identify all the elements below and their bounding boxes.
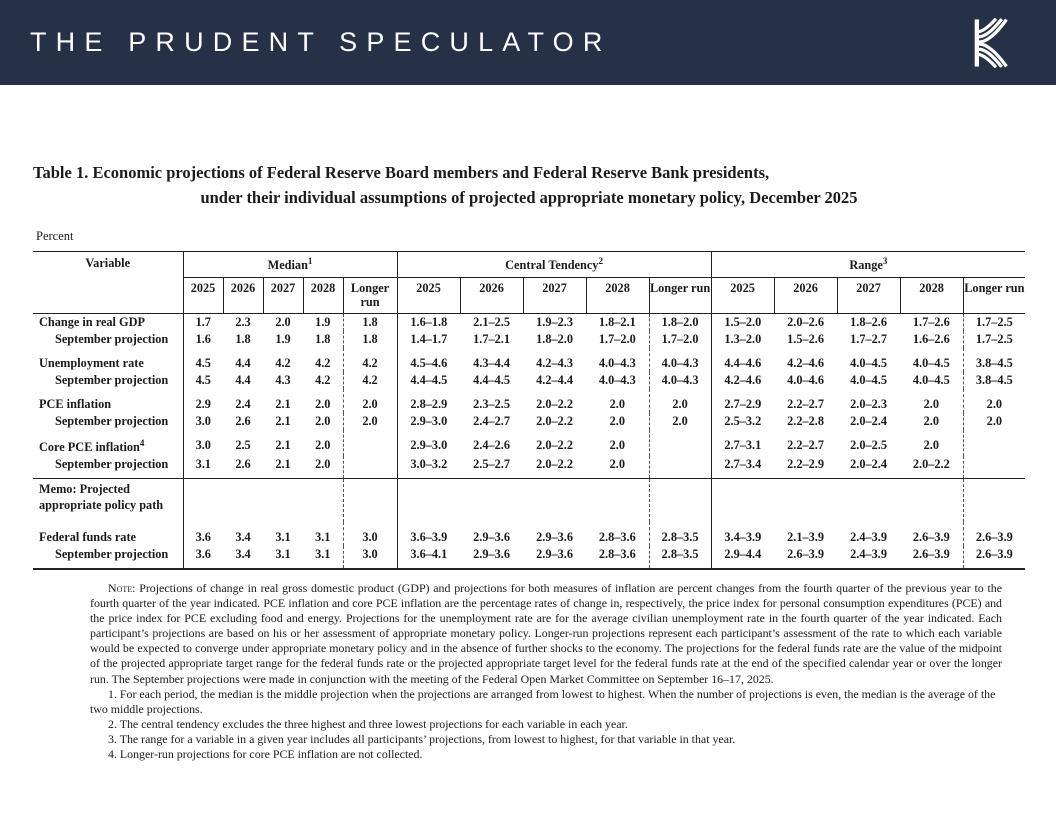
- empty-cell: [183, 478, 223, 521]
- longer-run-header: Longer run: [343, 277, 397, 313]
- value-cell: 2.0–2.4: [850, 456, 888, 471]
- row-label: September projection: [55, 372, 169, 387]
- value-cell: 4.2–4.6: [787, 355, 825, 370]
- year-header: 2026: [460, 277, 523, 313]
- table-title-line1: Table 1. Economic projections of Federal Reserve Board members and Federal Reserve Bank presidents,: [33, 163, 770, 182]
- value-cell: 2.0: [923, 413, 940, 428]
- value-cell: 4.4: [235, 372, 251, 387]
- value-cell: 2.9–3.0: [397, 413, 460, 430]
- value-cell: 1.4–1.7: [397, 331, 460, 348]
- value-cell: 2.0–2.2: [536, 456, 573, 471]
- year-header: 2028: [303, 277, 343, 313]
- unit-label: Percent: [36, 228, 74, 243]
- value-cell: 2.9–3.0: [397, 430, 460, 456]
- value-cell: 4.4: [235, 355, 251, 370]
- value-cell: 2.4–3.9: [850, 529, 888, 544]
- memo-label: Memo: Projected appropriate policy path: [33, 478, 183, 521]
- value-cell: 1.7–2.6: [912, 314, 950, 329]
- value-cell: 3.4: [235, 529, 251, 544]
- value-cell: 3.1: [275, 529, 291, 544]
- economic-projections-table: [33, 251, 1025, 570]
- value-cell: 2.0: [923, 396, 940, 411]
- value-cell: 4.0–4.5: [850, 355, 888, 370]
- value-cell: 4.5: [183, 348, 223, 372]
- value-cell: 2.0–2.2: [536, 413, 573, 428]
- value-cell: 4.4–4.6: [711, 348, 774, 372]
- footnote-1: 1. For each period, the median is the middle projection when the projections are arranged from lowest to highest. When the number of projections is even, the median is the average of the two middle projections.: [90, 686, 996, 716]
- table-title: [33, 161, 1025, 211]
- value-cell: 4.0–4.5: [912, 372, 950, 387]
- value-cell: 4.5–4.6: [397, 348, 460, 372]
- value-cell: 3.6–4.1: [397, 546, 460, 569]
- value-cell: 1.8–2.0: [649, 313, 711, 331]
- value-cell: 2.7–3.4: [711, 456, 774, 479]
- value-cell: 2.1–3.9: [787, 529, 825, 544]
- table-row: [33, 546, 1025, 569]
- value-cell: 2.5–2.7: [473, 456, 510, 471]
- value-cell: 2.7–2.9: [711, 389, 774, 413]
- value-cell: 2.0: [609, 413, 625, 428]
- year-header: 2025: [397, 277, 460, 313]
- value-cell: 2.0: [649, 413, 711, 430]
- value-cell: 2.9–3.6: [536, 529, 573, 544]
- value-cell: 4.2–4.6: [711, 372, 774, 389]
- table-row: [33, 413, 1025, 430]
- empty-cell: [649, 478, 711, 521]
- value-cell: 2.9–3.6: [460, 546, 523, 569]
- footnote-2: 2. The central tendency excludes the three highest and three lowest projections for each variable in each year.: [108, 716, 628, 731]
- projections-tbody: [33, 313, 1025, 569]
- value-cell: 2.9–3.6: [523, 546, 586, 569]
- table-row: [33, 331, 1025, 348]
- row-label: September projection: [55, 331, 169, 346]
- value-cell: 3.0: [343, 546, 397, 569]
- value-cell: 2.4–2.6: [473, 437, 510, 452]
- value-cell: 2.0: [649, 389, 711, 413]
- value-cell: 4.3–4.4: [473, 355, 510, 370]
- value-cell: 1.7–2.7: [850, 331, 888, 346]
- value-cell: [343, 456, 397, 479]
- year-header: 2028: [900, 277, 963, 313]
- value-cell: 1.3–2.0: [711, 331, 774, 348]
- value-cell: 2.0: [609, 396, 625, 411]
- value-cell: 4.2: [343, 348, 397, 372]
- value-cell: 2.1: [275, 413, 291, 428]
- value-cell: 1.7–2.0: [649, 331, 711, 348]
- year-header: 2027: [837, 277, 900, 313]
- value-cell: 4.4–4.5: [397, 372, 460, 389]
- value-cell: 2.0: [609, 437, 625, 452]
- value-cell: 4.4–4.5: [473, 372, 510, 387]
- value-cell: 2.6–3.9: [774, 546, 837, 569]
- value-cell: 1.6: [183, 331, 223, 348]
- value-cell: 2.4–3.9: [837, 546, 900, 569]
- note-text: Projections of change in real gross domestic product (GDP) and projections for both measures of inflation are percent changes from the fourth quarter of the previous year to the fourth quarter of the year indicated. PCE inflation and core PCE inflation are the percentage rates of change in, respectively, the price index for personal consumption expenditures (PCE) and the price index for PCE excluding food and energy. Projections for the unemployment rate are for the average civilian unemployment rate in the fourth quarter of the year indicated. Each participant’s projections are based on his or her assessment of appropriate monetary policy. Longer-run projections represent each participant’s assessment of the rate to which each variable would be expected to converge under appropriate monetary policy and in the absence of further shocks to the economy. The projections for the federal funds rate are the value of the midpoint of the projected appropriate target range for the federal funds rate or the projected appropriate target level for the federal funds rate at the end of the specified calendar year or over the longer run. The September projections were made in conjunction with the meeting of the Federal Open Market Committee on September 16–17, 2025.: [90, 580, 1002, 686]
- table-header: [33, 251, 1025, 313]
- value-cell: 2.1: [275, 437, 291, 452]
- value-cell: 4.2–4.3: [536, 355, 573, 370]
- empty-cell: [900, 478, 963, 521]
- value-cell: [649, 456, 711, 479]
- value-cell: 2.0: [315, 413, 331, 428]
- value-cell: 2.6–3.9: [963, 522, 1025, 546]
- table-row: [33, 313, 1025, 331]
- value-cell: 3.8–4.5: [963, 348, 1025, 372]
- value-cell: 2.4: [235, 396, 251, 411]
- empty-cell: [223, 478, 263, 521]
- document-body: [0, 85, 1056, 762]
- value-cell: 3.1: [183, 456, 223, 479]
- value-cell: 1.8: [315, 331, 331, 346]
- value-cell: 2.1–2.5: [473, 314, 510, 329]
- year-header: 2025: [711, 277, 774, 313]
- value-cell: 3.6–3.9: [397, 522, 460, 546]
- value-cell: 3.0: [183, 413, 223, 430]
- value-cell: 2.0–2.2: [536, 437, 573, 452]
- value-cell: 2.1: [275, 456, 291, 471]
- value-cell: 2.9–4.4: [711, 546, 774, 569]
- value-cell: 1.6–2.6: [912, 331, 950, 346]
- value-cell: 2.0: [963, 413, 1025, 430]
- empty-cell: [460, 478, 523, 521]
- value-cell: 2.2–2.9: [787, 456, 825, 471]
- empty-cell: [397, 478, 460, 521]
- value-cell: 1.8: [343, 331, 397, 348]
- value-cell: 2.3–2.5: [473, 396, 510, 411]
- value-cell: 2.0–2.2: [912, 456, 950, 471]
- value-cell: 2.0: [315, 396, 331, 411]
- value-cell: 3.0: [343, 522, 397, 546]
- value-cell: 4.0–4.5: [850, 372, 888, 387]
- value-cell: 2.8–3.5: [649, 522, 711, 546]
- value-cell: 2.0–2.4: [850, 413, 888, 428]
- row-label: Core PCE inflation$^4$: [39, 437, 145, 454]
- group-header-row: [33, 251, 1025, 277]
- value-cell: 1.7: [183, 313, 223, 331]
- value-cell: 1.5–2.0: [711, 313, 774, 331]
- value-cell: 3.1: [263, 546, 303, 569]
- value-cell: 1.8–2.6: [850, 314, 888, 329]
- value-cell: 1.7–2.1: [473, 331, 510, 346]
- value-cell: 2.0: [963, 389, 1025, 413]
- value-cell: 1.9: [315, 314, 331, 329]
- value-cell: 2.4–2.7: [473, 413, 510, 428]
- note-label: Note:: [108, 580, 136, 595]
- row-label: Change in real GDP: [39, 314, 146, 329]
- longer-run-header: Longer run: [649, 277, 711, 313]
- year-header: 2026: [223, 277, 263, 313]
- value-cell: 3.6: [183, 546, 223, 569]
- value-cell: 2.8–2.9: [397, 389, 460, 413]
- value-cell: 2.0–2.2: [536, 396, 573, 411]
- brand-title: THE PRUDENT SPECULATOR: [30, 27, 612, 57]
- empty-cell: [343, 478, 397, 521]
- value-cell: 2.6–3.9: [912, 529, 950, 544]
- row-label: September projection: [55, 413, 169, 428]
- value-cell: 2.0: [923, 437, 940, 452]
- value-cell: 2.8–3.5: [649, 546, 711, 569]
- table-row: [33, 348, 1025, 372]
- value-cell: 2.8–3.6: [586, 546, 649, 569]
- value-cell: 2.0: [275, 314, 291, 329]
- footnote-4: 4. Longer-run projections for core PCE inflation are not collected.: [108, 747, 423, 762]
- empty-cell: [711, 478, 774, 521]
- range-group-header: Range$^3$: [711, 251, 1025, 277]
- value-cell: 1.6–1.8: [397, 313, 460, 331]
- value-cell: 2.2–2.7: [787, 396, 825, 411]
- value-cell: 2.0: [315, 456, 331, 471]
- value-cell: 4.0–4.5: [912, 355, 950, 370]
- empty-cell: [837, 478, 900, 521]
- value-cell: 2.9: [183, 389, 223, 413]
- value-cell: 2.0: [343, 389, 397, 413]
- empty-cell: [263, 478, 303, 521]
- value-cell: 2.2–2.8: [787, 413, 825, 428]
- variable-column-header: Variable: [33, 251, 183, 313]
- median-group-header: Median$^1$: [183, 251, 397, 277]
- row-label: Unemployment rate: [39, 355, 144, 370]
- table-row: [33, 430, 1025, 456]
- empty-cell: [303, 478, 343, 521]
- empty-cell: [774, 478, 837, 521]
- value-cell: 3.6: [183, 522, 223, 546]
- value-cell: [343, 430, 397, 456]
- value-cell: 4.2: [315, 355, 331, 370]
- value-cell: [649, 430, 711, 456]
- value-cell: 1.9–2.3: [536, 314, 573, 329]
- row-label: September projection: [55, 456, 169, 471]
- value-cell: 3.1: [303, 546, 343, 569]
- value-cell: 3.0–3.2: [397, 456, 460, 479]
- value-cell: 4.2–4.4: [536, 372, 573, 387]
- value-cell: 1.7–2.5: [963, 331, 1025, 348]
- value-cell: 4.5: [183, 372, 223, 389]
- value-cell: 2.2–2.7: [787, 437, 825, 452]
- value-cell: 4.2: [275, 355, 291, 370]
- value-cell: [963, 456, 1025, 479]
- value-cell: 2.6: [235, 413, 251, 428]
- year-header: 2027: [263, 277, 303, 313]
- value-cell: 2.0–2.6: [787, 314, 825, 329]
- value-cell: 2.0: [609, 456, 625, 471]
- value-cell: 4.0–4.3: [598, 355, 636, 370]
- year-header: 2028: [586, 277, 649, 313]
- value-cell: 4.0–4.6: [787, 372, 825, 387]
- value-cell: 2.1: [275, 396, 291, 411]
- value-cell: 1.7–2.5: [963, 313, 1025, 331]
- value-cell: 2.8–3.6: [598, 529, 636, 544]
- table-row: [33, 456, 1025, 479]
- value-cell: 4.0–4.3: [598, 372, 636, 387]
- value-cell: 2.3: [235, 314, 251, 329]
- value-cell: 2.6–3.9: [963, 546, 1025, 569]
- year-header: 2027: [523, 277, 586, 313]
- kovitz-k-logo: [970, 18, 1014, 68]
- value-cell: 2.6–3.9: [900, 546, 963, 569]
- row-label: September projection: [33, 546, 183, 569]
- row-label: Federal funds rate: [39, 529, 136, 544]
- table-row: [33, 522, 1025, 546]
- brand-header-bar: [0, 0, 1056, 85]
- footnote-3: 3. The range for a variable in a given year includes all participants’ projections, from lowest to highest, for that variable in that year.: [108, 732, 736, 747]
- value-cell: [963, 430, 1025, 456]
- value-cell: 1.5–2.6: [787, 331, 825, 346]
- value-cell: 4.2: [343, 372, 397, 389]
- table-note: [90, 581, 1002, 687]
- value-cell: 4.2: [315, 372, 331, 387]
- table-row: [33, 372, 1025, 389]
- value-cell: 4.3: [275, 372, 291, 387]
- central-tendency-group-header: Central Tendency$^2$: [397, 251, 711, 277]
- value-cell: 3.4–3.9: [711, 522, 774, 546]
- value-cell: 2.0–2.3: [850, 396, 888, 411]
- value-cell: 2.5: [235, 437, 251, 452]
- notes-section: [90, 581, 1002, 762]
- value-cell: 3.4: [223, 546, 263, 569]
- value-cell: 3.8–4.5: [963, 372, 1025, 389]
- value-cell: 3.1: [315, 529, 331, 544]
- value-cell: 2.0: [315, 437, 331, 452]
- year-header: 2026: [774, 277, 837, 313]
- empty-cell: [963, 478, 1025, 521]
- longer-run-header: Longer run: [963, 277, 1025, 313]
- value-cell: 2.5–3.2: [711, 413, 774, 430]
- empty-cell: [586, 478, 649, 521]
- value-cell: 4.0–4.3: [649, 372, 711, 389]
- value-cell: 4.0–4.3: [649, 348, 711, 372]
- value-cell: 2.7–3.1: [711, 430, 774, 456]
- row-label: PCE inflation: [39, 396, 112, 411]
- value-cell: 3.0: [183, 430, 223, 456]
- memo-row: [33, 478, 1025, 521]
- value-cell: 1.8–2.1: [598, 314, 636, 329]
- value-cell: 1.7–2.0: [598, 331, 636, 346]
- value-cell: 2.6: [235, 456, 251, 471]
- value-cell: 1.8: [343, 313, 397, 331]
- value-cell: 2.9–3.6: [473, 529, 510, 544]
- empty-cell: [523, 478, 586, 521]
- table-title-line2: under their individual assumptions of projected appropriate monetary policy, December 2025: [200, 187, 858, 207]
- value-cell: 2.0–2.5: [850, 437, 888, 452]
- value-cell: 1.8–2.0: [536, 331, 573, 346]
- year-header: 2025: [183, 277, 223, 313]
- value-cell: 1.9: [275, 331, 291, 346]
- table-row: [33, 389, 1025, 413]
- value-cell: 1.8: [235, 331, 251, 346]
- value-cell: 2.0: [343, 413, 397, 430]
